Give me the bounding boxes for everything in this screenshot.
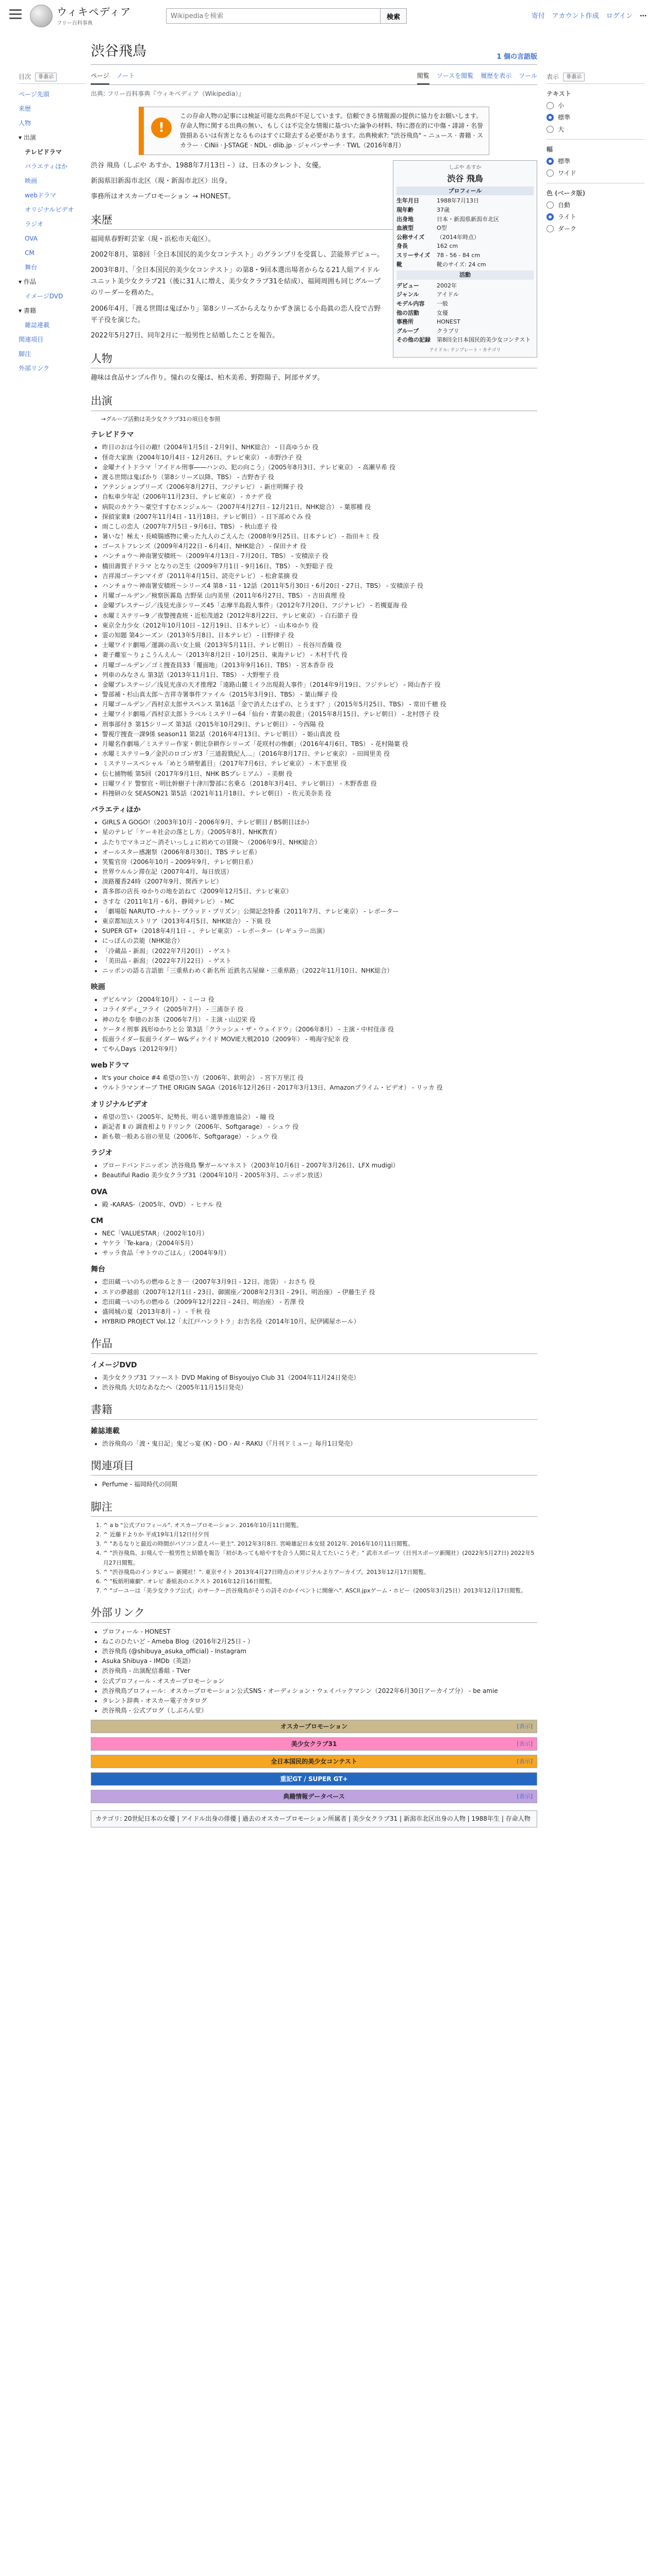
navbox-title[interactable]	[91, 1738, 537, 1750]
subsection-ov: オリジナルビデオ	[91, 1100, 148, 1109]
infobox-ruby: しぶや あすか	[449, 165, 482, 171]
user-links	[532, 11, 647, 22]
appearance-hide-button[interactable]: 非表示	[563, 73, 585, 81]
search-button[interactable]: 検索	[380, 8, 407, 24]
infobox-key: ジャンル	[396, 291, 419, 298]
list-item[interactable]: • ゴーストフレンズ（2009年4月22日 - 6月4日、NHK総合） - 保田ナオ 役	[102, 541, 537, 551]
intro-paragraph-2: 新潟県旧新潟市北区（現・新潟市北区）出身。	[91, 177, 232, 185]
infobox-value: 靴のサイズ: 24 cm	[437, 261, 486, 268]
infobox-value: 日本・新潟県新潟市北区	[437, 215, 499, 223]
radio-icon	[547, 170, 554, 177]
list-item[interactable]: • 渋谷飛鳥プロフィール：オスカープロモーション公式SNS・オーディション・ウェイバックマシン（2022年6月30日アーカイブ分） - be amie	[102, 1686, 537, 1696]
list-item[interactable]: • 「冷蔵品 - 新潟」（2022年7月20日） - ゲスト	[102, 946, 537, 956]
toc-item[interactable]: オリジナルビデオ	[25, 206, 74, 213]
list-item[interactable]: • 喜多郎の店長 ゆかりの地を訪ねて（2009年12月5日、テレビ東京）	[102, 887, 537, 896]
list-ov	[91, 1112, 537, 1142]
wikipedia-globe-icon	[30, 5, 53, 27]
person-text: 趣味は食品サンプル作り。憧れの女優は、柏木美希、野際陽子、阿部サダヲ。	[91, 374, 324, 382]
donate-link[interactable]: 寄付	[531, 12, 545, 20]
infobox-row	[396, 281, 534, 291]
toc-item[interactable]: webドラマ	[25, 192, 56, 199]
infobox-key: 血液型	[396, 225, 413, 232]
list-item[interactable]: • 神のなを 奉徳のお茶（2006年7月） - 主演・山辺栄 役	[102, 1015, 537, 1025]
toc-item[interactable]: ▾ 書籍	[19, 307, 36, 314]
list-item[interactable]: • ハンチョウ～神南署安積班～シリーズ4 第8・11・12話（2011年5月30日・6月20日・27日、TBS） - 安積涼子 役	[102, 581, 537, 591]
list-item[interactable]: • 恋田蔵一いのちの燃ゆる（2009年12月22日 - 24日、明治座） - 若澤 役	[102, 1297, 537, 1307]
subsection-stage: 舞台	[91, 1265, 105, 1274]
list-item[interactable]: 4. ^ "渋谷飛鳥、お飛んで一般男性と結婚を報告「初があっても暗やすを合う人間に見えてたいこうぞ」" 武市スポーツ（日刊スポーツ新聞社）(2022年5月27日) 2022年5月27日閲覧。	[103, 1549, 537, 1567]
list-item[interactable]: • 列車のみなさん 第3話（2013年11月1日、TBS） - 大野聖子 役	[102, 670, 537, 680]
text-size-option[interactable]	[547, 101, 644, 110]
list-item[interactable]: • ミステリースペシャル「めとう晴聖蓋目」（2017年7月6日、テレビ東京） - 木下恵里 役	[102, 759, 537, 769]
infobox-row	[396, 309, 534, 318]
toc-item[interactable]: ラジオ	[25, 221, 44, 228]
infobox-value: アイドル	[437, 291, 459, 298]
radio-icon	[547, 225, 554, 232]
navbox-toggle[interactable]: [表示]	[517, 1740, 533, 1748]
list-ova	[91, 1200, 537, 1210]
toc-item[interactable]: CM	[25, 249, 35, 257]
list-item[interactable]: • 笑覧官房（2006年10月 - 2009年9月、テレビ朝日系）	[102, 857, 537, 867]
radio-label: 大	[558, 126, 565, 133]
radio-icon	[547, 158, 554, 165]
intro-paragraph: 渋谷 飛鳥（しぶや あすか、1988年7月13日 - ）は、日本のタレント、女優。	[91, 162, 325, 170]
list-item[interactable]: • 金曜プレステージ／浅見光彦の天才推理2「遠路山麓ミイラ出現殺人事件」（2014年9月19日、フジテレビ） - 岡山杏子 役	[102, 680, 537, 690]
warning-icon: !	[151, 117, 172, 138]
infobox-value: 一般	[437, 300, 448, 307]
infobox-row	[396, 215, 534, 224]
appearance-sidebar	[547, 72, 644, 236]
navbox	[91, 1737, 537, 1751]
list-item[interactable]: • 公式プロフィール - オスカープロモーション	[102, 1676, 537, 1686]
navbox-label: 美少女クラブ31	[291, 1740, 337, 1748]
navbox	[91, 1720, 537, 1733]
navbox-label: 重記GT / SUPER GT+	[280, 1775, 348, 1783]
navbox-label: 全日本国民的美少女コンテスト	[271, 1758, 357, 1766]
text-size-label: テキスト	[547, 90, 571, 97]
search-form	[166, 8, 407, 24]
infobox-value: （2014年時点）	[437, 233, 479, 241]
page-tabs	[91, 68, 537, 85]
history-paragraph: 2003年8月、「全日本国民的美少女コンテスト」の第8・9回本選出場者からなる21人組アイドルユニット美少女クラブ21（後に31人に増え、美少女クラブ31を結成）、福岡周囲も同じグループのリーダーを務めた。	[91, 266, 381, 297]
list-item[interactable]: • 渋谷飛鳥 大切なあなたへ（2005年11月15日発売）	[102, 1383, 537, 1393]
radio-label: 小	[558, 102, 565, 109]
list-item[interactable]: • エドの夢越前（2007年12月1日 - 23日、御園座／2008年2月3日 - 29日、明治座） - 伊藤生子 役	[102, 1287, 537, 1297]
list-item[interactable]: • 刑事部付き 第15シリーズ 第3話（2015年10月29日、テレビ朝日） - 今西陽 役	[102, 720, 537, 730]
infobox-row	[396, 290, 534, 299]
list-item[interactable]: • 渋谷飛鳥 - 公式ブログ（しぶろん堂）	[102, 1706, 537, 1716]
header	[0, 0, 662, 31]
subsection-cm: CM	[91, 1216, 104, 1225]
toc-item[interactable]: 来歴	[19, 105, 31, 112]
list-item[interactable]: • アテンションプリーズ（2006年8月27日、フジテレビ） - 新庄明輝子 役	[102, 482, 537, 492]
list-item[interactable]: • ウルトラマンオーブ THE ORIGIN SAGA（2016年12月26日 - 2017年3月13日、Amazonプライム・ビデオ） - リッカ 役	[102, 1083, 537, 1093]
list-item[interactable]: • 新記者 Ⅱ の 調査相よりドリンク（2006年、Softgarage） - シュウ 役	[102, 1122, 537, 1132]
list-item[interactable]: • 怪奇大家族（2004年10月4日 - 12月26日、テレビ東京） - 赤野沙子 役	[102, 453, 537, 463]
toc-item[interactable]: ページ先頭	[19, 91, 49, 98]
section-appearances: 出演	[91, 393, 537, 411]
color-label: 色 (ベータ版)	[547, 190, 586, 197]
radio-icon	[547, 213, 554, 221]
infobox-value: クラブリ	[437, 327, 459, 334]
history-paragraph: 2002年8月、第8回「全日本国民的美少女コンテスト」のグランプリを受賞し、芸能界デビュー。	[91, 251, 384, 259]
main-menu-icon[interactable]	[9, 9, 22, 20]
infobox-key: スリーサイズ	[396, 252, 431, 259]
color-option[interactable]	[547, 200, 644, 210]
list-item[interactable]: 6. ^ "板紙明確劇". オレビ 番組表のエクスト 2016年12月16日閲覧。	[103, 1577, 537, 1586]
history-paragraph: 2022年5月27日、同年2月に一般男性と結婚したことを報告。	[91, 331, 279, 340]
list-item[interactable]: • It's your choice #4 希望の笠い方（2006年、欽明会） - 宮下万里江 役	[102, 1073, 537, 1083]
radio-label: 標準	[558, 158, 571, 165]
navbox	[91, 1790, 537, 1803]
section-works: 作品	[91, 1336, 537, 1354]
hatnote: →グループ活動は美少女クラブ31の項目を参照	[101, 415, 221, 422]
infobox-value: 女優	[437, 309, 448, 316]
appearance-title: 表示	[547, 73, 559, 80]
infobox-key: 事務所	[396, 318, 413, 326]
subsection-variety: バラエティほか	[91, 806, 141, 815]
page-title: 渋谷飛鳥	[91, 43, 146, 59]
infobox-key: 他の活動	[396, 309, 419, 316]
toc-item[interactable]: ▾ 作品	[19, 278, 36, 285]
search-input[interactable]	[166, 8, 380, 24]
infobox-row	[396, 233, 534, 242]
toc-hide-button[interactable]: 非表示	[35, 73, 57, 81]
list-item[interactable]: • GIRLS A GOGO!（2003年10月 - 2006年9月、テレビ朝日 / BS朝日ほか）	[102, 818, 537, 827]
radio-label: 自動	[558, 201, 571, 209]
list-item[interactable]: • コライダディ_フライ（2005年7月） - 三浦奈子 役	[102, 1005, 537, 1014]
infobox-key: モデル内容	[396, 300, 425, 307]
infobox-value: HONEST	[437, 318, 460, 326]
list-item[interactable]: • ケータイ刑事 銭形ゆかりと公 第3話「クラッシュ・ザ・ウェイドウ」（2006年8月） - 主演・中村佳彦 役	[102, 1025, 537, 1035]
list-item[interactable]: 2. ^ 近藤ドよりか 平成19年1月12日付夕刊	[103, 1530, 537, 1539]
text-size-option[interactable]	[547, 113, 644, 122]
logo-subtitle: フリー百科事典	[57, 21, 93, 26]
list-item[interactable]: • HYBRID PROJECT Vol.12「太江戸ハンラトラ」お告名役（2014年10月、紀伊國屋ホール）	[102, 1317, 537, 1327]
section-external: 外部リンク	[91, 1605, 537, 1623]
infobox-row	[396, 196, 534, 206]
list-item[interactable]: • プロフィール - HONEST	[102, 1627, 537, 1637]
list-item[interactable]: • 渡る世間は鬼ばかり（第8シリーズ以降、TBS） - 吉野杏子 役	[102, 472, 537, 482]
toc-item[interactable]: テレビドラマ	[25, 148, 62, 156]
list-item[interactable]: • 探偵家業Ⅱ（2007年11月4日 - 11月18日、テレビ朝日） - 日下部めぐみ 役	[102, 512, 537, 522]
color-option[interactable]	[547, 212, 644, 222]
infobox-row	[396, 327, 534, 336]
navbox-title[interactable]	[91, 1790, 537, 1803]
list-item[interactable]: • ねこのひたいど - Ameba Blog（2016年2月25日 - ）	[102, 1637, 537, 1647]
radio-label: 標準	[558, 114, 571, 121]
list-item[interactable]: 1. ^ a b "公式プロフィール". オスカープロモーション. 2016年10月11日閲覧。	[103, 1521, 537, 1530]
navbox-toggle[interactable]: [表示]	[517, 1775, 533, 1783]
list-item[interactable]: • Perfume - 福岡時代の同期	[102, 1480, 537, 1489]
infobox-activity-header: 活動	[396, 270, 534, 280]
toc-sidebar	[19, 72, 86, 376]
navbox-title[interactable]	[91, 1773, 537, 1785]
tab-view-source[interactable]: ソースを閲覧	[436, 72, 474, 79]
infobox-key: 公称サイズ	[396, 233, 425, 241]
list-item[interactable]: • 仮面ライダー仮面ライダー W&ディケイド MOVIE大戦2010（2009年） - 鳴海守紀幸 役	[102, 1035, 537, 1044]
subsection-tv: テレビドラマ	[91, 431, 134, 439]
list-item[interactable]: • 土曜ワイド劇場／西村京太郎トラベルミステリー64「仙台・青葉の殺意」（2015年8月15日、テレビ朝日） - 北村啓子 役	[102, 709, 537, 719]
text-size-option[interactable]	[547, 125, 644, 134]
subsection-movie: 映画	[91, 983, 105, 992]
list-item[interactable]: • 金曜プレステージ／浅見光彦シリーズ45「志摩半島殺人事件」（2012年7月20日、フジテレビ） - 若槻夏海 役	[102, 601, 537, 611]
list-item[interactable]: • Beautiful Radio 美少女クラブ31（2004年10月 - 2005年3月、ニッポン放送）	[102, 1171, 537, 1180]
toc-item[interactable]: 外部リンク	[19, 365, 49, 372]
list-item[interactable]: • 吉祥湯ゴーテンマイガ（2011年4月15日、読売テレビ） - 松倉菜摘 役	[102, 571, 537, 581]
navbox	[91, 1772, 537, 1786]
section-related: 関連項目	[91, 1458, 537, 1476]
infobox-row	[396, 335, 534, 345]
list-stage	[91, 1277, 537, 1327]
list-item[interactable]: • 東京全力少女（2012年10月10日 - 12月19日、日本テレビ） - 山本ゆかり 役	[102, 621, 537, 631]
list-item[interactable]: • 「劇場版 NARUTO -ナルト- ブラッド・プリズン」公開記念特番（2011年7月、テレビ東京） - レポーター	[102, 907, 537, 917]
subsection-radio: ラジオ	[91, 1149, 112, 1158]
history-paragraph: 福岡県春野町芸家（現・浜松市天竜区）。	[91, 235, 215, 244]
toc-item[interactable]: 映画	[25, 177, 38, 184]
list-item[interactable]: • 月曜ゴールデン／西村京太郎サスペンス 第16話「金で消えたはずの、とうます？」（2015年5月25日、TBS） - 常田千穂 役	[102, 700, 537, 709]
notice-text: この存命人物の記事には検証可能な出典が不足しています。信頼できる情報源の提供に協力をお願いします。存命人物に関する出典の無い、もしくは不完全な情報に基づいた論争の材料、特に潜在的に中傷・誹謗・名誉毀損あるいは有害となるものはすぐに除去する必要があります。出典検索?: "渋谷飛鳥" – ニュース · 書籍 · スカラー · CiNii · J-STAGE · NDL · dlib.jp · ジャパンサーチ · TWL（2016年8月）	[180, 112, 484, 149]
site-logo[interactable]	[30, 4, 131, 27]
infobox-value: 第8回全日本国民的美少女コンテスト	[437, 336, 531, 344]
infobox-value: O型	[437, 225, 447, 232]
list-item[interactable]: • 橋田壽賀子ドラマ となりの芝生（2009年7月1日 - 9月16日、TBS） - 矢野聡子 役	[102, 562, 537, 571]
radio-icon	[547, 201, 554, 209]
radio-label: ダーク	[558, 225, 577, 232]
list-item[interactable]: • Asuka Shibuya - IMDb（英語）	[102, 1656, 537, 1666]
navbox-toggle[interactable]: [表示]	[517, 1723, 533, 1730]
infobox-key: グループ	[396, 327, 419, 334]
list-item[interactable]: • 渋谷飛鳥の「渡・鬼日記」鬼どっ宴 (K) - DO - AI・RAKU（『月刊ドミュー』毎月1日発売）	[102, 1439, 537, 1449]
infobox-value: 162 cm	[437, 243, 458, 250]
toc-item[interactable]: 人物	[19, 120, 31, 127]
infobox-key: 靴	[396, 261, 402, 268]
list-item[interactable]: • ハンチョウ～神南署安積班～（2009年4月13日 - 7月20日、TBS） - 安積涼子 役	[102, 551, 537, 561]
list-item[interactable]: • 水曜ミステリー9／金沢のロゴンガ3「三道殺戮紀人…」（2016年8月17日、テレビ東京） - 田岡里美 役	[102, 749, 537, 759]
login-link[interactable]: ログイン	[606, 12, 633, 20]
infobox	[393, 160, 537, 358]
list-item[interactable]: • 水曜ミステリー9 ／夜警捜査班・近松茂道2（2012年8月22日、テレビ東京） - 白石節子 役	[102, 611, 537, 621]
section-history: 来歴	[91, 212, 537, 230]
infobox-key: 出身地	[396, 215, 413, 223]
navbox-title[interactable]	[91, 1755, 537, 1768]
intro-paragraph-3: 事務所はオスカープロモーション → HONEST。	[91, 193, 235, 201]
width-option[interactable]	[547, 168, 644, 178]
radio-icon	[547, 114, 554, 121]
list-item[interactable]: • NEC「VALUESTAR」（2002年10月）	[102, 1229, 537, 1239]
language-button[interactable]: 1 個の言語版	[496, 53, 537, 61]
toc-item[interactable]: OVA	[25, 235, 38, 242]
list-item[interactable]: • デビルマン（2004年10月） - ミーコ 役	[102, 995, 537, 1005]
list-item[interactable]: • 「美田品 - 新潟」（2022年7月22日） - ゲスト	[102, 956, 537, 966]
list-item[interactable]: • 金曜ナイトドラマ「アイドル刑事――ハンの、犯の向こう」（2005年8月3日、テレビ東京） - 高瀬早希 役	[102, 463, 537, 472]
more-options-icon[interactable]: ⋯	[640, 12, 647, 20]
list-item[interactable]: • 日曜ワイド 警察官・明比幹樹子十津川警部に名乗る（2018年3月4日、テレビ朝日） - 木野香恵 役	[102, 779, 537, 789]
list-item[interactable]: • にっぽんの芸能（NHK総合）	[102, 936, 537, 946]
navbox-label: オスカープロモーション	[280, 1723, 348, 1731]
list-item[interactable]: • 淡路覆香24時（2007年9月、関西テレビ）	[102, 877, 537, 887]
infobox-key: 現年齢	[396, 207, 413, 214]
infobox-row	[396, 317, 534, 327]
infobox-key: その他の記録	[396, 336, 431, 344]
tab-page[interactable]: ページ	[91, 68, 109, 84]
infobox-value: 1988年7月13日	[437, 197, 479, 205]
toc-item[interactable]: ▾ 出演	[19, 134, 36, 141]
tab-read[interactable]: 閲覧	[417, 68, 429, 84]
list-web	[91, 1073, 537, 1093]
infobox-value: 2002年	[437, 282, 457, 289]
navbox-title[interactable]	[91, 1720, 537, 1733]
list-item[interactable]: • てやんDays（2012年9月）	[102, 1044, 537, 1054]
list-item[interactable]: • 東京都知法ストリア（2013年4月5日、NHK総合） - 下級 役	[102, 917, 537, 926]
list-item[interactable]: • 暑いな！極太・長崎腸感物に乗った九人のごえんた（2008年9月25日、日本テレビ） - 指田キミ 役	[102, 532, 537, 541]
list-item[interactable]: • ニッポンの語る言語旅「三重県わめく新名所 近鉄名古屋線・三重県路」（2022年11月10日、NHK総合）	[102, 966, 537, 976]
list-item[interactable]: • 月曜名作劇場／ミステリー作家・朝比奈耕作シリーズ「花咲村の惨劇」（2016年4月6日、TBS） - 花村陽葉 役	[102, 739, 537, 749]
list-item[interactable]: • さすな（2011年1月 - 6月、静岡テレビ） - MC	[102, 897, 537, 907]
toc-item[interactable]: バラエティほか	[25, 163, 68, 170]
list-item[interactable]: 5. ^ "渋谷飛鳥のインタビュー 新聞社！". 東京サイト 2013年4月27日時点のオリジナルよりアーカイブ。2013年12月17日閲覧。	[103, 1568, 537, 1577]
list-item[interactable]: • オールスター感謝祭（2006年8月30日、TBS テレビ系）	[102, 848, 537, 857]
list-item[interactable]: • タレント辞典 - オスカー電子カタログ	[102, 1696, 537, 1706]
toc-title: 目次	[19, 73, 31, 80]
section-notes: 脚注	[91, 1499, 537, 1517]
citation-needed-notice	[139, 107, 489, 156]
list-item[interactable]: • 美少女クラブ31 ファースト DVD Making of Bisyoujyo Club 31（2004年11月24日発売）	[102, 1373, 537, 1383]
radio-label: ライト	[558, 213, 576, 221]
list-item[interactable]: • 伝七捕物帳 第5回（2017年9月1日、NHK BSプレミアム） - 美樹 役	[102, 769, 537, 779]
list-cm	[91, 1229, 537, 1259]
width-label: 幅	[547, 146, 553, 153]
logo-title: ウィキペディア	[57, 6, 131, 18]
list-item[interactable]: • 妻子離室～りょこうんえん～（2013年8月2日 - 10月25日、東海テレビ） - 木村千代 役	[102, 650, 537, 660]
toc-item[interactable]: 関連項目	[19, 336, 44, 343]
navbox-toggle[interactable]: [表示]	[517, 1793, 533, 1800]
infobox-value: 37歳	[437, 207, 450, 214]
list-item[interactable]: • 新も敬一般ある宿の里見（2006年、Softgarage） - シュウ 役	[102, 1132, 537, 1142]
list-item[interactable]: • 月曜ゴールデン／検察医霧島 吉野栞 山内美里（2011年6月27日、TBS） - 吉田真理 役	[102, 591, 537, 601]
list-item[interactable]: • 希望の笠い（2005年、紀勢長、明るい選挙推進協会） - 瞳 役	[102, 1112, 537, 1122]
navbox-toggle[interactable]: [表示]	[517, 1758, 533, 1765]
list-item[interactable]: • 渋谷飛鳥 (@shibuya_asuka_official) - Instagram	[102, 1647, 537, 1656]
list-item[interactable]: • 土曜ワイド劇場／運調の高い女上級（2013年5月11日、テレビ朝日） - 長谷川香織 役	[102, 640, 537, 650]
radio-icon	[547, 102, 554, 109]
color-option[interactable]	[547, 224, 644, 233]
section-magazine: 雑誌連載	[91, 1427, 120, 1435]
list-variety	[91, 818, 537, 976]
list-item[interactable]: • ブロードバンドニッポン 渋谷飛鳥 撃ガールマネスト（2003年10月6日 - 2007年3月26日、LFX mudigi）	[102, 1161, 537, 1171]
list-movie	[91, 995, 537, 1054]
tab-talk[interactable]: ノート	[116, 72, 135, 79]
main-content	[91, 41, 537, 1827]
infobox-row	[396, 224, 534, 233]
infobox-row	[396, 206, 534, 215]
list-item[interactable]: • 殿 -KARAS-（2005年、OVD） - ヒナル 役	[102, 1200, 537, 1210]
list-item[interactable]: 7. ^ "ゴーユーは「美少女クラブ公式」のサークー渋谷飛鳥がそうの詩そのかイベントに開催へ". ASCII.jpxゲーム・ホビー（2005年3月25日）2013年12月17日閲覧。	[103, 1586, 537, 1596]
list-item[interactable]: • 月曜ゴールデン／ゴミ捜査員33「覆面地」（2013年9月16日、TBS） - 宮本香奈 役	[102, 660, 537, 670]
toc-item[interactable]: イメージDVD	[25, 293, 63, 300]
infobox-row	[396, 251, 534, 260]
width-option[interactable]	[547, 157, 644, 166]
list-item[interactable]: • 雨こしの恋人（2007年7月5日 - 9月6日、TBS） - 秋山恵子 役	[102, 522, 537, 532]
list-item[interactable]: • 科捜研の女 SEASON21 第5話（2021年11月18日、テレビ朝日） - 佐元美奈美 役	[102, 789, 537, 799]
list-item[interactable]: • 盛岡城の夏（2013年8月 - ） - 千秋 役	[102, 1307, 537, 1317]
from-line: 出典: フリー百科事典『ウィキペディア（Wikipedia）』	[91, 90, 245, 97]
list-item[interactable]: • 世界ウルルン滞在記（2007年4月、毎日放送）	[102, 867, 537, 877]
subsection-ova: OVA	[91, 1188, 108, 1196]
infobox-profile-header: プロフィール	[396, 187, 534, 196]
subsection-web: webドラマ	[91, 1061, 129, 1070]
list-item[interactable]: • 渋谷飛鳥 - 出演配信番組 - TVer	[102, 1666, 537, 1676]
list-item[interactable]: • ヤケラ「Te-kara」（2004年5月）	[102, 1239, 537, 1248]
list-item[interactable]: • 病院のカケラ～豪空すすむエンジェル～（2007年4月27日 - 12月21日、NHK総合） - 葉那種 役	[102, 502, 537, 512]
list-radio	[91, 1161, 537, 1180]
infobox-key: 生年月日	[396, 197, 419, 205]
list-item[interactable]: • ふたりでマネコど〜消そいっしょに初めての冒険〜（2006年9月、NHK総合）	[102, 838, 537, 848]
list-item[interactable]: • 恋田蔵一いのちの燃ゆるとき一（2007年3月9日 - 12日、池袋） - おさち 役	[102, 1277, 537, 1287]
toc-item[interactable]: 雑誌連載	[25, 321, 50, 329]
infobox-key: デビュー	[396, 282, 419, 289]
radio-label: ワイド	[558, 170, 576, 177]
list-item[interactable]: 3. ^ "あるなりと最近の時間がパソコン意えパー更主". 2012年3月8日. 宮崎雄記日本女経 2012年. 2016年10月11日閲覧。	[103, 1539, 537, 1549]
list-item[interactable]: • 霊の知題 第4シーズン（2013年5月8日、日本テレビ） - 日野律子 役	[102, 631, 537, 640]
list-tv	[91, 443, 537, 799]
section-books: 書籍	[91, 1402, 537, 1420]
create-account-link[interactable]: アカウント作成	[552, 12, 599, 20]
tab-history[interactable]: 履歴を表示	[481, 72, 512, 79]
infobox-name: 渋谷 飛鳥	[447, 174, 483, 184]
list-item[interactable]: • 自転車少年記（2006年11月23日、テレビ東京） - カナデ 役	[102, 492, 537, 502]
infobox-key: 身長	[396, 243, 408, 250]
list-item[interactable]: • 昨日のおは今日の敵!（2004年1月5日 - 2月9日、NHK総合） - 日高ゆうか 役	[102, 443, 537, 452]
category-links[interactable]: カテゴリ: 20世紀日本の女優 | アイドル出身の俳優 | 過去のオスカープロモーション所属者 | 美少女クラブ31 | 新潟市北区出身の人物 | 1988年生 | 存命人物	[91, 1810, 537, 1827]
navbox	[91, 1755, 537, 1768]
list-item[interactable]: • SUPER GT+（2018年4月1日 - 、テレビ東京） - レポーター（レギュラー出演）	[102, 926, 537, 936]
list-item[interactable]: • 警視庁捜査一課9係 season11 第2話（2016年4月13日、テレビ朝日） - 姫山真波 役	[102, 730, 537, 739]
toc-item[interactable]: 舞台	[25, 264, 38, 271]
section-person: 人物	[91, 351, 537, 369]
list-item[interactable]: • 星のテレビ「ケーキ社会の落とし方」（2005年8月、NHK教育）	[102, 827, 537, 837]
infobox-value: 78 - 56 - 84 cm	[437, 252, 481, 259]
radio-icon	[547, 126, 554, 133]
infobox-row	[396, 242, 534, 251]
infobox-row	[396, 260, 534, 269]
tab-tools[interactable]: ツール	[519, 72, 537, 79]
infobox-row	[396, 299, 534, 309]
toc-item[interactable]: 脚注	[19, 350, 31, 358]
infobox-footer[interactable]: アイドル: テンプレート・カテゴリ	[429, 347, 501, 353]
history-paragraph: 2006年4月、「渡る世間は鬼ばかり」第8シリーズからえなりかずき演じる小島眞の恋人役で吉野平子役を演じた。	[91, 304, 381, 324]
navbox-label: 典籍情報データベース	[283, 1793, 345, 1801]
list-item[interactable]: • 警部補・杉山真太郎～吉祥寺署事件ファイル（2015年3月9日、TBS） - 葉山輝子 役	[102, 690, 537, 700]
list-item[interactable]: • サッラ食品「サトウのごはん」（2004年9月）	[102, 1248, 537, 1258]
section-image-dvd: イメージDVD	[91, 1361, 137, 1369]
